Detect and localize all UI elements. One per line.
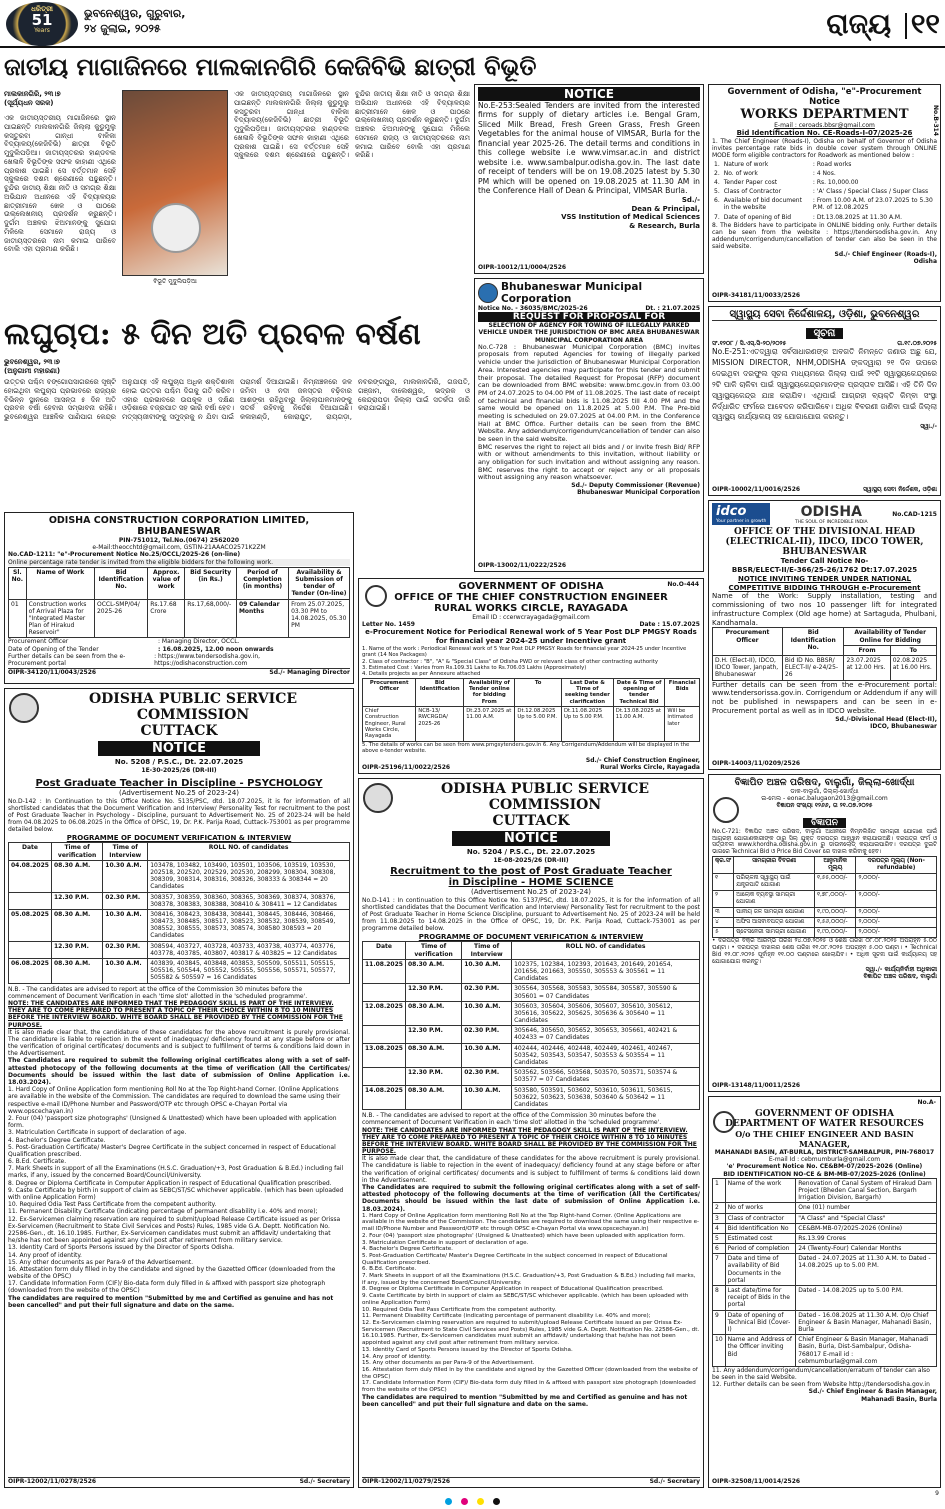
table-row: 06.08.2025 08.30 A.M. 10.30 A.M. 403839, 403845, 403848, 403853, 505509, 505511, 505515, 505516, 505544, 505552, 505555, 505556, 505571, 505577, 505582 & 505597 = 16 Candidates: [9, 959, 350, 984]
bmc-rfp-notice: Bhubaneswar Municipal Corporation Notice No. - 36035/BMC/2025-26 Dt. : 21.07.2025 REQUEST FOR PROPOSAL FOR SELECTION OF AGENCY FOR TOWING OF ILLEGALLY PARKED VEHICLE UNDER THE JURISDICTION OF BMC AREA BHUBANESWAR MUNICIPAL CORPORATION AREA No.C-728 : Bhubaneswar Municipal Corporation (BMC) invites proposals from reputed Agencies for towing of illegally parked vehicle under the jurisdiction of Bhubaneswar Municipal Corporation Area. Interested agencies may participate for this tender and submit their proposal. The detailed Request for Proposal (RFP) document can be downloaded from BMC website: www.bmc.gov.in from 03.00 PM of 24.07.2025 to 04.00 PM of 11.08.2025. The last date of receipt of technical and financial bids is 11.08.2025 till 4.00 PM and the same would be opened on 11.8.2025 at 5.00 P.M. The Pre-bid meeting is scheduled on 29.07.2025 at 04.00 P.M. in the Conference Hall at BMC Office. Further details can be seen from the BMC Website. Any addendum/corrigendum/cancellation of tender can also be seen in the said website. BMC reserves the right to reject all bids and / or invite fresh Bid/ RFP with or without amendments to this invitation, without liability or any obligation for such invitation and without assigning any reason. BMC reserves the right to accept or reject any or all proposals without assigning any reason whatsoever. Sd./- Deputy Commissioner (Revenue) Bhubaneswar Municipal Corporation OIPR-13002/11/0222/2526: [474, 278, 704, 572]
table-row: 14.08.2025 08.30 A.M. 10.30 A.M. 503580, 503591, 503602, 503610, 503611, 503615, 503622, 503623, 503638, 503640 & 503642 = 11 Candidates: [363, 1085, 700, 1110]
notice-banner: NOTICE: [452, 831, 610, 846]
rayagada-tender-table: Procurement Officer Bid Identification Availability of Tender online for bidding From To Last Date & Time of seeking tender clarification Date & Time of opening of tender Technical Bid Financial Bids Chief Construction Engineer, Rural Works Circle, Rayagada NCB-13/ RWCRGDA/ 2025-26 Dt.23.07.2025 at 11.00 A.M. Dt.12.08.2025 Up to 5.00 P.M. Dt.11.08.2025 Up to 5.00 P.M. Dt.13.08.2025 at 11.00 A.M. Will be intimated later: [362, 678, 700, 742]
odisha-tourism-logo: ODISHA THE SOUL OF INCREDIBLE INDIA: [794, 503, 868, 525]
photo-caption: ବିଭୂତି ମୁଦୁଲିପଡ଼ିଆ: [153, 278, 197, 285]
story-headline: ଲଘୁଚାପ: ୫ ଦିନ ଅତି ପ୍ରବଳ ବର୍ଷଣ: [4, 317, 421, 352]
table-row: 05.08.2025 08.30 A.M. 10.30 A.M. 308416, 308423, 308438, 308441, 308445, 308446, 308466, 308473, 308485, 308517, 308523, 308532, 308539, 308549, 308552, 308555, 308573, 308574, 308580 308593 = 20 Candidates: [9, 909, 350, 941]
works-details-table: 1. Nature of work : Road works 2. No. of work : 4 Nos. 4. Tender Paper cost : Rs. 10,000.00 5. Class of Contractor : 'A' Class / Special Class / Super Class 6. Available of bid document in the website : From 10.00 A.M. of 23.07.2025 to 5.30 P.M. of 12.08.2025 7. Date of opening of Bid : Dt.13.08.2025 at 11.30 A.M.: [714, 160, 933, 221]
opsc-emblem-icon: [363, 783, 393, 813]
masthead: [0, 0, 945, 48]
documents-list: 1. Hard Copy of Online Application form mentioning Roll No at the Top Right-hand Corner. (Online Applications are available in the website of the Commission. The candidates are required to download the same using their respective e-mail ID/Phone Number and Password/OTP etc through OPSC e-Chayan Portal via www.opscechayan.in) 2. Four (04) 'passport size photographs' (Unsigned & Unattested) which have been uploaded with application form. 3. Matriculation Certificate in support of declaration of age. 4. Bachelor's Degree Certificate. 5. Post-Graduation Certificate/ Master's Degree Certificate in the subject concerned in respect of Educational Qualification prescribed. 6. B.Ed. Certificate. 7. Mark Sheets in support of all the Examinations (H.S.C. Graduation/+3, Post Graduation & B.Ed.) including fail marks, if any, issued by the concerned Board/Council/University. 8. Degree or Diploma Certificate in Computer Application in respect of Educational Qualification prescribed. 9. Caste Certificate by birth in support of claim as SEBC/ST/SC whichever applicable. (which has been uploaded with online Application Form) 10. Required Odia Test Pass Certificate from the competent authority. 11. Permanent Disability Certificate (indicating percentage of permanent disability i.e. 40% and more); 12. Ex-Servicemen claiming reservation are required to submit/upload Release Certificate issued as per Orissa Ex-Servicemen (Recruitment to State Civil Services and Posts) Rules, 1985 vide G.A. Deptt. Notification No. 22586-Gen., dt. 16.10.1985. Further, Ex-Servicemen candidates must submit an affidavit/ undertaking that he/she has not been appointed against any civil post after retirement from military service. 13. Identity Card of Sports Persons issued by the Director of Sports Odisha. 14. Any proof of identity. 15. Any other documents as per Para-9 of the Advertisement. 16. Attestation form duly filled in by the candidate and signed by the Gazetted Officer (downloaded from the website of the OPSC) 17. Candidate Information Form (CIF)/ Bio-data form duly filled in & affixed with passport size photograph (downloaded from the website of the OPSC): [362, 1212, 700, 1394]
water-details-table: 1 Name of the work Renovation of Canal System of Hirakud Dam Project (Bheden Canal Section, Bargarh Irrigation Division, Bargarh) 2 No of works One (01) number 3 Class of contractor "A Class" and "Special Class" 4 Bid Identification No CE&BM-MB-07/2025-2026 (Online) 5 Estimated cost Rs.13.99 Crores 6 Period of completion 24 (Twenty-Four) Calendar Months 7 Date and time of availability of Bid Documents in the portal Dated - 24.07.2025 at 11.30 A.M. to Dated - 14.08.2025 up to 5.00 P.M. 8 Last date/time for receipt of Bids in the portal Dated - 14.08.2025 up to 5.00 P.M. 9 Date of opening of Technical Bid (Cover-I) Dated - 16.08.2025 at 11.30 A.M. O/o Chief Engineer & Basin Manager, Mahanadi Basin, Burla 10 Name and Address of the Officer inviting Bid Chief Engineer & Basin Manager, Mahanadi Basin, Burla, Dist-Sambalpur, Odisha-768017 E-mail id : cebmumburla@gmail.com: [712, 1178, 937, 1367]
student-photo: [122, 90, 228, 276]
story-dateline: ଭୁବନେଶ୍ୱର, ୨୩।୭ (ଅନୁଗାମୀ ମହାରଣା): [4, 358, 61, 375]
registration-dot: [445, 1498, 452, 1505]
odisha-emblem-icon: [365, 585, 387, 607]
news-story-kgbv-student: [4, 52, 537, 314]
table-row: 13.08.2025 08.30 A.M. 10.30 A.M. 402444, 402446, 402448, 402449, 402461, 402467, 503542, 503543, 503547, 503553 & 503554 = 11 Candidates: [363, 1043, 700, 1068]
bmc-logo-icon: [478, 283, 498, 303]
story-dateline: ମାଲକାନଗିରି, ୨୩।୭ (ସୂର୍ଯ୍ୟଧନ ସରକ): [4, 90, 61, 107]
odisha-emblem-icon: [713, 1111, 735, 1133]
table-row: 12.30 P.M. 02.30 P.M. 503562, 503566, 503568, 503570, 503571, 503574 & 503577 = 07 Candidates: [363, 1068, 700, 1085]
rayagada-rwc-notice: No.O-444 GOVERNMENT OF ODISHA OFFICE OF THE CHIEF CONSTRUCTION ENGINEER RURAL WORKS CIRCLE, RAYAGADA Email ID : ccerwcrayagada@gmail.com Letter No. 1459 Date : 15.07.2025 e-Procurement Notice for Periodical Renewal work of 5 Year Post DLP PMGSY Roads for financial year 2024-25 under Incentive grant 1. Name of the work : Periodical Renewal work of 5 Year Post DLP PMGSY Roads for financial year 2024-25 under Incentive grant (14 Nos Packages) 2. Class of contractor : "B", "A" & "Special Class" of Odisha PWD or relevant class of other contracting authority 3. Estimated Cost : Varies from Rs.109.31 Lakhs to Rs.706.03 Lakhs (Approximately) 4. Details projects as per Annexure attached Procurement Officer Bid Identification Availability of Tender online for bidding From To Last Date & Time of seeking tender clarification Date & Time of opening of tender Technical Bid Financial Bids Chief Construction Engineer, Rural Works Circle, Rayagada NCB-13/ RWCRGDA/ 2025-26 Dt.23.07.2025 at 11.00 A.M. Dt.12.08.2025 Up to 5.00 P.M. Dt.11.08.2025 Up to 5.00 P.M. Dt.13.08.2025 at 11.00 A.M. Will be intimated later 5. The details of works can be seen from www.pmgsytenders.gov.in 6. Any Corrigendum/Addendum will be displayed in the above e-tender website. OIPR-25196/11/0022/2526 Sd./- Chief Construction Engineer, Rural Works Circle, Rayagada: [358, 578, 704, 774]
table-row: 12.30 P.M. 02.30 P.M. 305646, 305650, 305652, 305653, 305661, 402421 & 402433 = 07 Candidates: [363, 1026, 700, 1043]
vimsar-tender-notice: NOTICE No.E-253:Sealed Tenders are invited from the interested firms for supply of dietary articles i.e. Bengal Gram, Sliced Milk Bread, Fresh Green Grass, Fresh Green Vegetables for the animal house of VIMSAR, Burla for the financial year 2025-26. The detail terms and conditions in this college website i.e www.vimsar.ac.in and district website i.e. www.sambalpur.odisha.gov.in. The last date of receipt of tenders will be on 19.08.2025 latest by 5.30 PM which will be opened on 19.08.2025 at 11.30 AM in the Conference Hall of Dean & Principal, VIMSAR Burla. Sd./- Dean & Principal, VSS Institution of Medical Sciences & Research, Burla OIPR-10012/11/0004/2526: [474, 84, 704, 274]
occl-tender-notice: ODISHA CONSTRUCTION CORPORATION LIMITED, BHUBANESWAR PIN-751012, Tel.No.(0674) 2562020 e-Mail:theocchtd@gmail.com, GSTIN-21AAACO2571K2ZM No.CAD-1211: "e"-Procurement Notice No.25/OCCL/2025-26 (on-line) Online percentage rate tender is invited from the eligible bidders for the following work. Sl. No. Name of Work Bid Identification No. Approx. value of work Bid Security (in Rs.) Period of Completion (in months) Availability & Submission of tender of Tender (On-line) 01 Construction works of Arrival Plaza for "Integrated Master Plan of Hirakud Reservoir" OCCL-SMP/04/ 2025-26 Rs.17.68 Crore Rs.17,68,000/- 09 Calendar Months From 25.07.2025, 03.30 PM to 14.08.2025, 05.30 PM Procurement Officer : Managing Director, OCCL. Date of Opening of the Tender : 16.08.2025, 12.00 noon onwards Further details can be seen from the e-Procurement portal : https://www.tendersodisha.gov.in, https://odishaconstruction.com OIPR-34120/11/0043/2526 Sd./- Managing Director: [4, 512, 354, 684]
occl-tender-table: Sl. No. Name of Work Bid Identification No. Approx. value of work Bid Security (in Rs.) Period of Completion (in months) Availability & Submission of tender of Tender (On-line) 01 Construction works of Arrival Plaza for "Integrated Master Plan of Hirakud Reservoir" OCCL-SMP/04/ 2025-26 Rs.17.68 Crore Rs.17,68,000/- 09 Calendar Months From 25.07.2025, 03.30 PM to 14.08.2025, 05.30 PM: [8, 567, 350, 639]
section-title: ରାଜ୍ୟ ୧୧: [826, 7, 940, 40]
story-body-left: ଏକ ଜାତୀୟସ୍ତରୀୟ ମାଗାଜିନରେ ସ୍ଥାନ ପାଇଛନ୍ତି ମାଲକାନଗିରି ଜିଲ୍ଲା କୁଡୁମୁଲୁ କସ୍ତୁରବା ଗାନ୍ଧୀ ବାଳିକା ବିଦ୍ୟାଳୟ(କେଜିବିଭି) ଛାତ୍ରୀ ବିଭୂତି ମୁଦୁଲିପଡ଼ିଆ। ଜାତୀୟସ୍ତରର ହାଣ୍ଡବଲ ଖେଳାଳି ବିଭୂତିଙ୍କ ସଫଳ କାହାଣୀ ଏଥିରେ ପ୍ରକାଶ ପାଇଛି। ସେ ବର୍ତ୍ତମାନ ସେହି ସ୍କୁଲରେ ଦଶମ ଶ୍ରେଣୀରେ ପଢୁଛନ୍ତି। ବୁନ୍ଦିର ଜାତୀୟ ଶିକ୍ଷା ନୀତି ଓ ସମଗ୍ର ଶିକ୍ଷା ଅଭିଯାନ ଅଧୀନରେ ଏହି ବିଦ୍ୟାଳୟର ଛାତ୍ରୀମାନେ ଖେଳ ଓ ପାଠରେ ଉଲ୍ଲେଖନୀୟ ପ୍ରଦର୍ଶନ କରୁଛନ୍ତି। ଦୁର୍ଗମ ଅଞ୍ଚଳର ଝିଅମାନଙ୍କୁ ସୁଯୋଗ ମିଳିଲେ ସେମାନେ ରାଜ୍ୟ ଓ ଜାତୀୟସ୍ତରରେ ନାମ କମାଇ ପାରିବେ ବୋଲି ଏହା ପ୍ରମାଣ କରିଛି।: [4, 114, 116, 254]
table-row: 11.08.2025 08.30 A.M. 10.30 A.M. 102375, 102384, 102393, 201643, 201649, 201654, 201656, 201663, 305550, 305553 & 305561 = 11 Candidates: [363, 959, 700, 984]
story-headline: ଜାତୀୟ ମାଗାଜିନରେ ମାଲକାନଗିରି କେଜିବିଭି ଛାତ୍ରୀ ବିଭୂତି: [4, 52, 537, 81]
table-row: 12.08.2025 08.30 A.M. 10.30 A.M. 305603, 305604, 305606, 305607, 305610, 305612, 305616, 305622, 305625, 305636 & 305640 = 11 Candidates: [363, 1001, 700, 1026]
print-registration-marks: [0, 1490, 945, 1497]
table-row: 12.30 P.M. 02.30 P.M. 305564, 305568, 305583, 305584, 305587, 305590 & 305601 = 07 Candidates: [363, 984, 700, 1001]
page-mark: 9: [935, 1490, 939, 1497]
balugaon-items-table: କ୍ର.ସଂ ସାମଗ୍ରୀର ବିବରଣୀ ଆନୁମାନିକ ମୂଲ୍ୟ ଦରପତ୍ର ମୂଲ୍ୟ (Non-refundable) ୧ ପରିଚାଳନା ସ୍ୱାସ୍ଥ୍ୟ ପାଇଁ ଯନ୍ତ୍ରପାତି ଯୋଗାଣ ୧,୫୫,୦୦୦/- ୨,୦୦୦/- ୨ ଆଲୋକ ବ୍ୟବସ୍ଥା ସାମଗ୍ରୀ ଯୋଗାଣ ୧,୭୮,୦୦୦/- ୨,୦୦୦/- ୩ ପାନୀୟ ଜଳ ସାମଗ୍ରୀ ଯୋଗାଣ ୧,୯୦,୦୦୦/- ୨,୦୦୦/- ୪ ଅଫିସ ଆସବାବପତ୍ର ଯୋଗାଣ ୧,୫୬,୦୦୦/- ୨,୦୦୦/- ୫ ଷ୍ଟେସନେରୀ ସାମଗ୍ରୀ ଯୋଗାଣ ୧,୯୦,୦୦୦/- ୨,୦୦୦/-: [712, 856, 937, 938]
table-row: 12.30 P.M. 02.30 P.M. 308594, 403727, 403728, 403733, 403738, 403774, 403776, 403778, 403785, 403807, 403817 & 403825 = 12 Candidates: [9, 941, 350, 958]
opsc1-schedule-table: Date Time of verification Time of Interview ROLL NO. of candidates 04.08.2025 08.30 A.M. 10.30 A.M. 103478, 103482, 103490, 103501, 103506, 103519, 103530, 202518, 202520, 202529, 202530, 208299, 308304, 308308, 308309, 308314, 308316, 308326, 308333 & 308344 = 20 Candidates 12.30 P.M. 02.30 P.M. 308357, 308359, 308360, 308365, 308369, 308374, 308376, 308378, 308383, 308388, 308410 & 308411 = 12 Candidates 05.08.2025 08.30 A.M. 10.30 A.M. 308416, 308423, 308438, 308441, 308445, 308446, 308466, 308473, 308485, 308517, 308523, 308532, 308539, 308549, 308552, 308555, 308573, 308574, 308580 308593 = 20 Candidates 12.30 P.M. 02.30 P.M. 308594, 403727, 403728, 403733, 403738, 403774, 403776, 403778, 403785, 403807, 403817 & 403825 = 12 Candidates 06.08.2025 08.30 A.M. 10.30 A.M. 403839, 403845, 403848, 403853, 505509, 505511, 505515, 505516, 505544, 505552, 505555, 505556, 505571, 505577, 505582 & 505597 = 16 Candidates: [8, 842, 350, 983]
idco-logo: idco Your partner in growth: [712, 503, 770, 525]
nac-emblem-icon: [713, 797, 739, 823]
news-story-low-pressure-rain: [4, 316, 470, 506]
opsc-psychology-notice: ODISHA PUBLIC SERVICE COMMISSION CUTTACK NOTICE No. 5208 / P.S.C., Dt. 22.07.2025 1E-30-2025/26 (DR-III) Post Graduate Teacher in Discipline - PSYCHOLOGY (Advertisement No.25 of 2023-24) No.D-142 : In Continuation to this Office Notice No. 5135/PSC, dtd. 18.07.2025, it is for information of all shortlisted candidates that the Document Verification and Interview/ Personality Test for recruitment to the post of Post Graduate Teacher in Psychology - Discipline, pursuant to Advertisement No. 25 of 2023-24 will be held from 04.08.2025 to 06.08.2025 in the Office of OPSC, 19, Dr. P.K. Parija Road, Cuttack-753001 as per programme detailed below. PROGRAMME OF DOCUMENT VERIFICATION & INTERVIEW Date Time of verification Time of Interview ROLL NO. of candidates 04.08.2025 08.30 A.M. 10.30 A.M. 103478, 103482, 103490, 103501, 103506, 103519, 103530, 202518, 202520, 202529, 202530, 208299, 308304, 308308, 308309, 308314, 308316, 308326, 308333 & 308344 = 20 Candidates 12.30 P.M. 02.30 P.M. 308357, 308359, 308360, 308365, 308369, 308374, 308376, 308378, 308383, 308388, 308410 & 308411 = 12 Candidates 05.08.2025 08.30 A.M. 10.30 A.M. 308416, 308423, 308438, 308441, 308445, 308446, 308466, 308473, 308485, 308517, 308523, 308532, 308539, 308549, 308552, 308555, 308573, 308574, 308580 308593 = 20 Candidates 12.30 P.M. 02.30 P.M. 308594, 403727, 403728, 403733, 403738, 403774, 403776, 403778, 403785, 403807, 403817 & 403825 = 12 Candidates 06.08.2025 08.30 A.M. 10.30 A.M. 403839, 403845, 403848, 403853, 505509, 505511, 505515, 505516, 505544, 505552, 505555, 505556, 505571, 505577, 505582 & 505597 = 16 Candidates N.B. - The candidates are advised to report at the office of the Commission 30 minutes before the commencement of Document Verification in each 'time slot' allotted in the 'scheduled programme'. NOTE: THE CANDIDATES ARE INFORMED THAT THE PEDAGOGY SKILL IS PART OF THE INTERVIEW. THEY ARE TO COME PREPARED TO PRESENT A TOPIC OF THEIR CHOICE WITHIN 8 TO 10 MINUTES BEFORE THE INTERVIEW BOARD. WHITE BOARD SHALL BE PROVIDED BY THE COMMISSION FOR THE PURPOSE. It is also made clear that, the candidature of these candidates for the above recruitment is purely provisional. The candidature is liable to rejection in the event of inadequacy/ deficiency found at any stage before or after the verification of original certificates/ documents and is subject to fulfillment of terms & conditions laid down in the Advertisement. The Candidates are required to submit the following original certificates along with a set of self-attested photocopy of the following documents at the time of verification (All the Certificates/ Documents should be issued within the last date of submission of Online Application i.e. 18.03.2024). 1. Hard Copy of Online Application form mentioning Roll No at the Top Right-hand Corner. (Online Applications are available in the website of the Commission. The candidates are required to download the same using their respective e-mail ID/Phone Number and Password/OTP etc through OPSC e-Chayan Portal via www.opscechayan.in) 2. Four (04) 'passport size photographs' (Unsigned & Unattested) which have been uploaded with application form. 3. Matriculation Certificate in support of declaration of age. 4. Bachelor's Degree Certificate. 5. Post-Graduation Certificate/ Master's Degree Certificate in the subject concerned in respect of Educational Qualification prescribed. 6. B.Ed. Certificate. 7. Mark Sheets in support of all the Examinations (H.S.C. Graduation/+3, Post Graduation & B.Ed.) including fail marks, if any, issued by the concerned Board/Council/University. 8. Degree or Diploma Certificate in Computer Application in respect of Educational Qualification prescribed. 9. Caste Certificate by birth in support of claim as SEBC/ST/SC whichever applicable. (which has been uploaded with online Application Form) 10. Required Odia Test Pass Certificate from the competent authority. 11. Permanent Disability Certificate (indicating percentage of permanent disability i.e. 40% and more); 12. Ex-Servicemen claiming reservation are required to submit/upload Release Certificate issued as per Orissa Ex-Servicemen (Recruitment to State Civil Services and Posts) Rules, 1985 vide G.A. Deptt. Notification No. 22586-Gen., dt. 16.10.1985. Further, Ex-Servicemen candidates must submit an affidavit/ undertaking that he/she has not been appointed against any civil post after retirement from military service. 13. Identity Card of Sports Persons issued by the Director of Sports Odisha. 14. Any proof of identity. 15. Any other documents as per Para-9 of the Advertisement. 16. Attestation form duly filled in by the candidate and signed by the Gazetted Officer (downloaded from the website of the OPSC) 17. Candidate Information Form (CIF)/ Bio-data form duly filled in & affixed with passport size photograph (downloaded from the website of the OPSC) The candidates are required to mention "Submitted by me and Certified as genuine and has not been cancelled" and put their full signature and date on the same. OIPR-12002/11/0278/2526 Sd./- Secretary: [4, 688, 354, 1488]
issue-date: ଭୁବନେଶ୍ୱର, ଗୁରୁବାର, ୨୪ ଜୁଲାଇ, ୨୦୨୫: [84, 7, 186, 35]
table-row: 04.08.2025 08.30 A.M. 10.30 A.M. 103478, 103482, 103490, 103501, 103506, 103519, 103530, 202518, 202520, 202529, 202530, 208299, 308304, 308308, 308309, 308314, 308316, 308326, 308333 & 308344 = 20 Candidates: [9, 860, 350, 892]
notice-banner: NOTICE: [478, 87, 700, 101]
registration-dot: [477, 1498, 484, 1505]
opsc2-schedule-table: Date Time of verification Time of Interview ROLL NO. of candidates 11.08.2025 08.30 A.M. 10.30 A.M. 102375, 102384, 102393, 201643, 201649, 201654, 201656, 201663, 305550, 305553 & 305561 = 11 Candidates 12.30 P.M. 02.30 P.M. 305564, 305568, 305583, 305584, 305587, 305590 & 305601 = 07 Candidates 12.08.2025 08.30 A.M. 10.30 A.M. 305603, 305604, 305606, 305607, 305610, 305612, 305616, 305622, 305625, 305636 & 305640 = 11 Candidates 12.30 P.M. 02.30 P.M. 305646, 305650, 305652, 305653, 305661, 402421 & 402433 = 07 Candidates 13.08.2025 08.30 A.M. 10.30 A.M. 402444, 402446, 402448, 402449, 402461, 402467, 503542, 503543, 503547, 503553 & 503554 = 11 Candidates 12.30 P.M. 02.30 P.M. 503562, 503566, 503568, 503570, 503571, 503574 & 503577 = 07 Candidates 14.08.2025 08.30 A.M. 10.30 A.M. 503580, 503591, 503602, 503610, 503611, 503615, 503622, 503623, 503638, 503640 & 503642 = 11 Candidates: [362, 941, 700, 1110]
idco-tender-notice: idco Your partner in growth ODISHA THE SOUL OF INCREDIBLE INDIA No.CAD-1215 OFFICE OF THE DIVISIONAL HEAD (ELECTRICAL-II), IDCO, IDCO TOWER, BHUBANESWAR Tender Call Notice No- BBSR/ELECT-II/E-366/25-26/1762 Dt:17.07.2025 NOTICE INVITING TENDER UNDER NATIONAL COMPETITIVE BIDDING THROUGH e-Procurement Name of the Work: Supply installation, testing and commissioning of two nos 10 passenger lift for integrated infrastructure Complex (Old age home) at Sartaguda, Phulbani, Kandhamala. Procurement Officer Bid Identification No. Availability of Tender Online for Bidding From To D.H. (Elect-II), IDCO, IDCO Tower, Janpath, Bhubaneswar Bid ID No. BBSR/ ELECT-II/ e-24/25-26 23.07.2025 at 12.00 Hrs. 02.08.2025 at 16.00 Hrs. Further details can be seen from the e-Procurement portal: www.tendersorissa.gov.in. Corrigendum or Addendum if any will not be published in newspapers and can be seen in e-Procurement portal as well as in IDCO website. Sd./-Divisional Head (Elect-II), IDCO, Bhubaneswar OIPR-14003/11/0209/2526: [708, 500, 941, 770]
opsc-emblem-icon: [9, 693, 39, 723]
story-body: ଉତ୍ତର ପଶ୍ଚିମ ବଙ୍ଗୋପସାଗରରେ ସୃଷ୍ଟି ହୋଇଥିବା ଲଘୁଚାପ ପ୍ରଭାବରେ ରାଜ୍ୟର ବିଭିନ୍ନ ସ୍ଥାନରେ ଆସନ୍ତା ୫ ଦିନ ଅତି ପ୍ରବଳ ବର୍ଷା ହେବାର ସମ୍ଭାବନା ରହିଛି। ଭୁବନେଶ୍ୱର ଆଞ୍ଚଳିକ ପାଣିପାଗ କେନ୍ଦ୍ର ଅନୁଯାୟୀ ଏହି ଲଘୁଚାପ ଅଧିକ ଶକ୍ତିଶାଳୀ ହୋଇ ଉତ୍ତର ପଶ୍ଚିମ ଦିଗକୁ ଗତି କରିବ। ଏହାର ପ୍ରଭାବରେ ଉପକୂଳ ଓ ଦକ୍ଷିଣ ଓଡ଼ିଶାରେ ବଜ୍ରପାତ ସହ ଭାରି ବର୍ଷା ହେବ। ମତ୍ସ୍ୟଜୀବୀଙ୍କୁ ସମୁଦ୍ରକୁ ନ ଯିବା ପାଇଁ ପରାମର୍ଶ ଦିଆଯାଇଛି। ନିମ୍ନାଞ୍ଚଳରେ ଜଳ ଜମିବା ଓ ନଦୀ ଜଳସ୍ତର ବଢ଼ିବାର ଆଶଙ୍କା ରହିଥିବାରୁ ଜିଲ୍ଲାପାଳମାନଙ୍କୁ ସତର୍କ ରହିବାକୁ ନିର୍ଦ୍ଦେଶ ଦିଆଯାଇଛି। କଳାହାଣ୍ଡି, କୋରାପୁଟ, ରାୟଗଡ଼ା, ନବରଙ୍ଗପୁର, ମାଲକାନଗିରି, ଗଜପତି, ଗଞ୍ଜାମ, ବାଲେଶ୍ୱର, ଭଦ୍ରକ ଓ କେନ୍ଦ୍ରାପଡ଼ା ଜିଲ୍ଲା ପାଇଁ ସତର୍କତା ଜାରି କରାଯାଇଛି।: [4, 378, 470, 421]
football-graphic: [151, 203, 201, 253]
story-body-right: ଏକ ଜାତୀୟସ୍ତରୀୟ ମାଗାଜିନରେ ସ୍ଥାନ ପାଇଛନ୍ତି ମାଲକାନଗିରି ଜିଲ୍ଲା କୁଡୁମୁଲୁ କସ୍ତୁରବା ଗାନ୍ଧୀ ବାଳିକା ବିଦ୍ୟାଳୟ(କେଜିବିଭି) ଛାତ୍ରୀ ବିଭୂତି ମୁଦୁଲିପଡ଼ିଆ। ଜାତୀୟସ୍ତରର ହାଣ୍ଡବଲ ଖେଳାଳି ବିଭୂତିଙ୍କ ସଫଳ କାହାଣୀ ଏଥିରେ ପ୍ରକାଶ ପାଇଛି। ସେ ବର୍ତ୍ତମାନ ସେହି ସ୍କୁଲରେ ଦଶମ ଶ୍ରେଣୀରେ ପଢୁଛନ୍ତି। ବୁନ୍ଦିର ଜାତୀୟ ଶିକ୍ଷା ନୀତି ଓ ସମଗ୍ର ଶିକ୍ଷା ଅଭିଯାନ ଅଧୀନରେ ଏହି ବିଦ୍ୟାଳୟର ଛାତ୍ରୀମାନେ ଖେଳ ଓ ପାଠରେ ଉଲ୍ଲେଖନୀୟ ପ୍ରଦର୍ଶନ କରୁଛନ୍ତି। ଦୁର୍ଗମ ଅଞ୍ଚଳର ଝିଅମାନଙ୍କୁ ସୁଯୋଗ ମିଳିଲେ ସେମାନେ ରାଜ୍ୟ ଓ ଜାତୀୟସ୍ତରରେ ନାମ କମାଇ ପାରିବେ ବୋଲି ଏହା ପ୍ରମାଣ କରିଛି।: [234, 90, 470, 160]
idco-tender-table: Procurement Officer Bid Identification No. Availability of Tender Online for Bidding From To D.H. (Elect-II), IDCO, IDCO Tower, Janpath, Bhubaneswar Bid ID No. BBSR/ ELECT-II/ e-24/25-26 23.07.2025 at 12.00 Hrs. 02.08.2025 at 16.00 Hrs.: [712, 627, 937, 680]
notice-banner: NOTICE: [98, 741, 260, 756]
registration-dot: [493, 1498, 500, 1505]
balugaon-nac-notice: ବିଜ୍ଞାପିତ ଅଞ୍ଚଳ ପରିଷଦ, ବାଲୁଗାଁ, ଜିଲ୍ଲା-ଖୋର୍ଦ୍ଧା ଡାକ-ବାଲୁଗାଁ, ଜିଲ୍ଲା-ଖୋର୍ଦ୍ଧା ଇ-ମେଲ - eonac.balugaon2013@gmail.com ବିଜ୍ଞାପନ ସଂଖ୍ୟା ୧୨୬୬, ତା ୨୧.୦୭.୨୦୨୫ ବିଜ୍ଞାପନ No.C-721: ବିଜ୍ଞାପିତ ଅଞ୍ଚଳ ପରିଷଦ, ବାଲୁଗାଁ ଅଧୀନରେ ନିମ୍ନଲିଖିତ ସାମଗ୍ରୀ ଯୋଗାଣ ପାଇଁ ଆଗ୍ରହୀ ଯୋଗାଣକାରୀଙ୍କ ଠାରୁ ସିଲ୍ ଯୁକ୍ତ ଦରପତ୍ର ଆହ୍ୱାନ କରାଯାଉଅଛି। ଦରପତ୍ର ଫର୍ମ ଓ ସର୍ତ୍ତାବଳୀ www.khordha.odisha.gov.in ରୁ ଡାଉନଲୋଡ୍ କରାଯାଇପାରିବ। ଦରପତ୍ର ଦୁଇଟି ଭାଗରେ Technical Bid ଓ Price Bid Cover ରେ ଦାଖଲ କରିବାକୁ ହେବ। କ୍ର.ସଂ ସାମଗ୍ରୀର ବିବରଣୀ ଆନୁମାନିକ ମୂଲ୍ୟ ଦରପତ୍ର ମୂଲ୍ୟ (Non-refundable) ୧ ପରିଚାଳନା ସ୍ୱାସ୍ଥ୍ୟ ପାଇଁ ଯନ୍ତ୍ରପାତି ଯୋଗାଣ ୧,୫୫,୦୦୦/- ୨,୦୦୦/- ୨ ଆଲୋକ ବ୍ୟବସ୍ଥା ସାମଗ୍ରୀ ଯୋଗାଣ ୧,୭୮,୦୦୦/- ୨,୦୦୦/- ୩ ପାନୀୟ ଜଳ ସାମଗ୍ରୀ ଯୋଗାଣ ୧,୯୦,୦୦୦/- ୨,୦୦୦/- ୪ ଅଫିସ ଆସବାବପତ୍ର ଯୋଗାଣ ୧,୫୬,୦୦୦/- ୨,୦୦୦/- ୫ ଷ୍ଟେସନେରୀ ସାମଗ୍ରୀ ଯୋଗାଣ ୧,୯୦,୦୦୦/- ୨,୦୦୦/- • ଦରପତ୍ର ବିକ୍ରି ଆରମ୍ଭ ତାରିଖ ୨୪.୦୭.୨୦୨୫ ଓ ଶେଷ ତାରିଖ ୦୮.୦୮.୨୦୨୫ ଅପରାହ୍ନ ୫.୦୦ ଘଣ୍ଟା। • ଦରପତ୍ର ଦାଖଲର ଶେଷ ତାରିଖ ୧୧.୦୮.୨୦୨୫ ଅପରାହ୍ନ ୫.୦୦ ଘଣ୍ଟା। • Technical Bid ୧୨.୦୮.୨୦୨୫ ପୂର୍ବାହ୍ନ ୧୧.୦୦ ଘଣ୍ଟାରେ ଖୋଲାଯିବ। • ଅଧିକ ସୂଚନା ପାଇଁ କାର୍ଯ୍ୟାଳୟ ସହ ଯୋଗାଯୋଗ କରନ୍ତୁ। ସ୍ୱା./- କାର୍ଯ୍ୟନିର୍ବାହୀ ଅଧିକାରୀ ବିଜ୍ଞାପିତ ଅଞ୍ଚଳ ପରିଷଦ, ବାଲୁଗାଁ OIPR-13148/11/0011/2526: [708, 774, 941, 1092]
health-services-notice: ସ୍ୱାସ୍ଥ୍ୟ ସେବା ନିର୍ଦ୍ଦେଶାଳୟ, ଓଡ଼ିଶା, ଭୁବନେଶ୍ୱର ସୂଚନା ସଂ.୧୨୦୮ / ସି.ଏସ୍.ସି-୨୦/୨୦୨୫ ତା.୧୯.୦୭.୨୦୨୫ No.E-251:ଏତଦ୍ୱାରା ସର୍ବସାଧାରଣଙ୍କ ଅବଗତି ନିମନ୍ତେ ଜଣାଉ ଅଛୁ ଯେ, MISSION DIRECTOR, NHM,ODISHA ଙ୍କଦ୍ୱାରା ୨୧ ଦିନ ଉପରେ ଦେଇଥିବା ଦରଫୁଲ ସୂଚନା ମାଧ୍ୟମରେ ଜିଲ୍ଲା ପାଇଁ ୨୧ଟି ସ୍ୱାସ୍ଥ୍ୟକେନ୍ଦ୍ରରେ ୨ଟି ପାଳି ଚାଳିବା ପାଇଁ ସ୍ୱାସ୍ଥ୍ୟକେନ୍ଦ୍ରମାନଙ୍କ ପ୍ରସ୍ତାବ ଆସିଛି। ଏହି ତିନି ଦିନ ସ୍ୱାସ୍ଥ୍ୟକେନ୍ଦ୍ର ଯାଞ୍ଚ କରାଯିବ। ଏଥିପାଇଁ ଆଗ୍ରହୀ ବ୍ୟକ୍ତି କିମ୍ବା ସଂସ୍ଥା ନିର୍ଦ୍ଧାରିତ ଫର୍ମରେ ଆବେଦନ କରିପାରିବେ। ଅଧିକ ବିବରଣୀ ଜାଣିବା ପାଇଁ ଜିଲ୍ଲା ସ୍ୱାସ୍ଥ୍ୟ କାର୍ଯ୍ୟାଳୟ ସହ ଯୋଗାଯୋଗ କରନ୍ତୁ। ସ୍ୱା./- OIPR-10002/11/0016/2526 ସ୍ୱାସ୍ଥ୍ୟ ସେବା ନିର୍ଦ୍ଦେଶକ, ଓଡ଼ିଶା: [708, 306, 941, 496]
documents-list: 1. Hard Copy of Online Application form mentioning Roll No at the Top Right-hand Corner. (Online Applications are available in the website of the Commission. The candidates are required to download the same using their respective e-mail ID/Phone Number and Password/OTP etc through OPSC e-Chayan Portal via www.opscechayan.in) 2. Four (04) 'passport size photographs' (Unsigned & Unattested) which have been uploaded with application form. 3. Matriculation Certificate in support of declaration of age. 4. Bachelor's Degree Certificate. 5. Post-Graduation Certificate/ Master's Degree Certificate in the subject concerned in respect of Educational Qualification prescribed. 6. B.Ed. Certificate. 7. Mark Sheets in support of all the Examinations (H.S.C. Graduation/+3, Post Graduation & B.Ed.) including fail marks, if any, issued by the concerned Board/Council/University. 8. Degree or Diploma Certificate in Computer Application in respect of Educational Qualification prescribed. 9. Caste Certificate by birth in support of claim as SEBC/ST/SC whichever applicable. (which has been uploaded with online Application Form) 10. Required Odia Test Pass Certificate from the competent authority. 11. Permanent Disability Certificate (indicating percentage of permanent disability i.e. 40% and more); 12. Ex-Servicemen claiming reservation are required to submit/upload Release Certificate issued as per Orissa Ex-Servicemen (Recruitment to State Civil Services and Posts) Rules, 1985 vide G.A. Deptt. Notification No. 22586-Gen., dt. 16.10.1985. Further, Ex-Servicemen candidates must submit an affidavit/ undertaking that he/she has not been appointed against any civil post after retirement from military service. 13. Identity Card of Sports Persons issued by the Director of Sports Odisha. 14. Any proof of identity. 15. Any other documents as per Para-9 of the Advertisement. 16. Attestation form duly filled in by the candidate and signed by the Gazetted Officer (downloaded from the website of the OPSC) 17. Candidate Information Form (CIF)/ Bio-data form duly filled in & affixed with passport size photograph (downloaded from the website of the OPSC): [8, 1086, 344, 1295]
table-row: 12.30 P.M. 02.30 P.M. 308357, 308359, 308360, 308365, 308369, 308374, 308376, 308378, 308383, 308388, 308410 & 308411 = 12 Candidates: [9, 892, 350, 909]
water-resources-notice: No.A- GOVERNMENT OF ODISHA DEPARTMENT OF WATER RESOURCES O/o THE CHIEF ENGINEER AND BASIN MANAGER, MAHANADI BASIN, AT-BURLA, DISTRICT-SAMBALPUR, PIN-768017 E-mail Id : cebmumburla@gmail.com 'e' Procurement Notice No. CE&BM-07/2025-2026 (Online) BID IDENTIFICATION NO-CE & BM-MB-07/2025-2026 (Online) 1 Name of the work Renovation of Canal System of Hirakud Dam Project (Bheden Canal Section, Bargarh Irrigation Division, Bargarh) 2 No of works One (01) number 3 Class of contractor "A Class" and "Special Class" 4 Bid Identification No CE&BM-MB-07/2025-2026 (Online) 5 Estimated cost Rs.13.99 Crores 6 Period of completion 24 (Twenty-Four) Calendar Months 7 Date and time of availability of Bid Documents in the portal Dated - 24.07.2025 at 11.30 A.M. to Dated - 14.08.2025 up to 5.00 P.M. 8 Last date/time for receipt of Bids in the portal Dated - 14.08.2025 up to 5.00 P.M. 9 Date of opening of Technical Bid (Cover-I) Dated - 16.08.2025 at 11.30 A.M. O/o Chief Engineer & Basin Manager, Mahanadi Basin, Burla 10 Name and Address of the Officer inviting Bid Chief Engineer & Basin Manager, Mahanadi Basin, Burla, Dist-Sambalpur, Odisha-768017 E-mail id : cebmumburla@gmail.com 11. Any addendum/corrigendum/cancellation/erratum of tender can also be seen in the said Website. 12. Further details can be seen from Website http://tendersodisha.gov.in Sd./- Chief Engineer & Basin Manager, Mahanadi Basin, Burla OIPR-32508/11/0014/2526: [708, 1096, 941, 1488]
works-department-notice: No.B-314 Government of Odisha, "e"-Procurement Notice WORKS DEPARTMENT E-mail : ceroads.bbsr@gmail.com Bid Identification No. CE-Roads-I-07/2025-26 1. The Chief Engineer (Roads-I), Odisha on behalf of Governor of Odisha invites percentage rate bids in double cover system through ONLINE MODE form eligible contractors for Roadwork as mentioned below : 1. Nature of work : Road works 2. No. of work : 4 Nos. 4. Tender Paper cost : Rs. 10,000.00 5. Class of Contractor : 'A' Class / Special Class / Super Class 6. Available of bid document in the website : From 10.00 A.M. of 23.07.2025 to 5.30 P.M. of 12.08.2025 7. Date of opening of Bid : Dt.13.08.2025 at 11.30 A.M. 8. The Bidders have to participate in ONLINE bidding only. Further details can be seen from the website : https://tendersodisha.gov.in. Any addendum/corrigendum/cancellation of tender can also be seen in the said website. Sd./- Chief Engineer (Roads-I), Odisha OIPR-34181/11/0033/2526: [708, 84, 941, 302]
opsc-home-science-notice: ODISHA PUBLIC SERVICE COMMISSION CUTTACK NOTICE No. 5204 / P.S.C., Dt. 22.07.2025 1E-08-2025/26 (DR-III) Recruitment to the post of Post Graduate Teacher in Discipline - HOME SCIENCE (Advertisement No.25 of 2023-24) No.D-141 : In continuation to this Office Notice No. 5137/PSC, dtd. 18.07.2025, it is for the information of all shortlisted candidates that the Document Verification and Interview/ Personality Test for recruitment to the post of Post Graduate Teacher in Home Science Discipline, pursuant to Advertisement No. 25 of 2023-24 will be held from 11.08.2025 to 14.08.2025 in the Office of OPSC, 19, Dr. P.K. Parija Road, Cuttack-753001 as per programme detailed below. PROGRAMME OF DOCUMENT VERIFICATION & INTERVIEW Date Time of verification Time of Interview ROLL NO. of candidates 11.08.2025 08.30 A.M. 10.30 A.M. 102375, 102384, 102393, 201643, 201649, 201654, 201656, 201663, 305550, 305553 & 305561 = 11 Candidates 12.30 P.M. 02.30 P.M. 305564, 305568, 305583, 305584, 305587, 305590 & 305601 = 07 Candidates 12.08.2025 08.30 A.M. 10.30 A.M. 305603, 305604, 305606, 305607, 305610, 305612, 305616, 305622, 305625, 305636 & 305640 = 11 Candidates 12.30 P.M. 02.30 P.M. 305646, 305650, 305652, 305653, 305661, 402421 & 402433 = 07 Candidates 13.08.2025 08.30 A.M. 10.30 A.M. 402444, 402446, 402448, 402449, 402461, 402467, 503542, 503543, 503547, 503553 & 503554 = 11 Candidates 12.30 P.M. 02.30 P.M. 503562, 503566, 503568, 503570, 503571, 503574 & 503577 = 07 Candidates 14.08.2025 08.30 A.M. 10.30 A.M. 503580, 503591, 503602, 503610, 503611, 503615, 503622, 503623, 503638, 503640 & 503642 = 11 Candidates N.B. - The candidates are advised to report at the office of the Commission 30 minutes before the commencement of Document Verification in each 'time slot' allotted in the 'scheduled programme'. NOTE: THE CANDIDATES ARE INFORMED THAT THE PEDAGOGY SKILL IS PART OF THE INTERVIEW. THEY ARE TO COME PREPARED TO PRESENT A TOPIC OF THEIR CHOICE WITHIN 8 TO 10 MINUTES BEFORE THE INTERVIEW BOARD. WHITE BOARD SHALL BE PROVIDED BY THE COMMISSION FOR THE PURPOSE. It is also made clear that, the candidature of these candidates for the above recruitment is purely provisional. The candidature is liable to rejection in the event of inadequacy/ deficiency found at any stage before or after the verification of original certificates/ documents and is subject to fulfillment of terms & conditions laid down in the Advertisement. The Candidates are required to submit the following original certificates along with a set of self-attested photocopy of the following documents at the time of verification (All the Certificates/ Documents should be issued within the last date of submission of Online Application i.e. 18.03.2024). 1. Hard Copy of Online Application form mentioning Roll No at the Top Right-hand Corner. (Online Applications are available in the website of the Commission. The candidates are required to download the same using their respective e-mail ID/Phone Number and Password/OTP etc through OPSC e-Chayan Portal via www.opscechayan.in) 2. Four (04) 'passport size photographs' (Unsigned & Unattested) which have been uploaded with application form. 3. Matriculation Certificate in support of declaration of age. 4. Bachelor's Degree Certificate. 5. Post-Graduation Certificate/ Master's Degree Certificate in the subject concerned in respect of Educational Qualification prescribed. 6. B.Ed. Certificate. 7. Mark Sheets in support of all the Examinations (H.S.C. Graduation/+3, Post Graduation & B.Ed.) including fail marks, if any, issued by the concerned Board/Council/University. 8. Degree or Diploma Certificate in Computer Application in respect of Educational Qualification prescribed. 9. Caste Certificate by birth in support of claim as SEBC/ST/SC whichever applicable. (which has been uploaded with online Application Form) 10. Required Odia Test Pass Certificate from the competent authority. 11. Permanent Disability Certificate (indicating percentage of permanent disability i.e. 40% and more); 12. Ex-Servicemen claiming reservation are required to submit/upload Release Certificate issued as per Orissa Ex-Servicemen (Recruitment to State Civil Services and Posts) Rules, 1985 vide G.A. Deptt. Notification No. 22586-Gen., dt. 16.10.1985. Further, Ex-Servicemen candidates must submit an affidavit/ undertaking that he/she has not been appointed against any civil post after retirement from military service. 13. Identity Card of Sports Persons issued by the Director of Sports Odisha. 14. Any proof of identity. 15. Any other documents as per Para-9 of the Advertisement. 16. Attestation form duly filled in by the candidate and signed by the Gazetted Officer (downloaded from the website of the OPSC) 17. Candidate Information Form (CIF)/ Bio-data form duly filled in & affixed with passport size photograph (downloaded from the website of the OPSC) The candidates are required to mention "Submitted by me and Certified as genuine and has not been cancelled" and put their full signature and date on the same. OIPR-12002/11/0279/2526 Sd./- Secretary: [358, 778, 704, 1488]
registration-dot: [461, 1498, 468, 1505]
anniversary-logo: ଧରିତ୍ରୀ 51 Years: [6, 2, 78, 46]
